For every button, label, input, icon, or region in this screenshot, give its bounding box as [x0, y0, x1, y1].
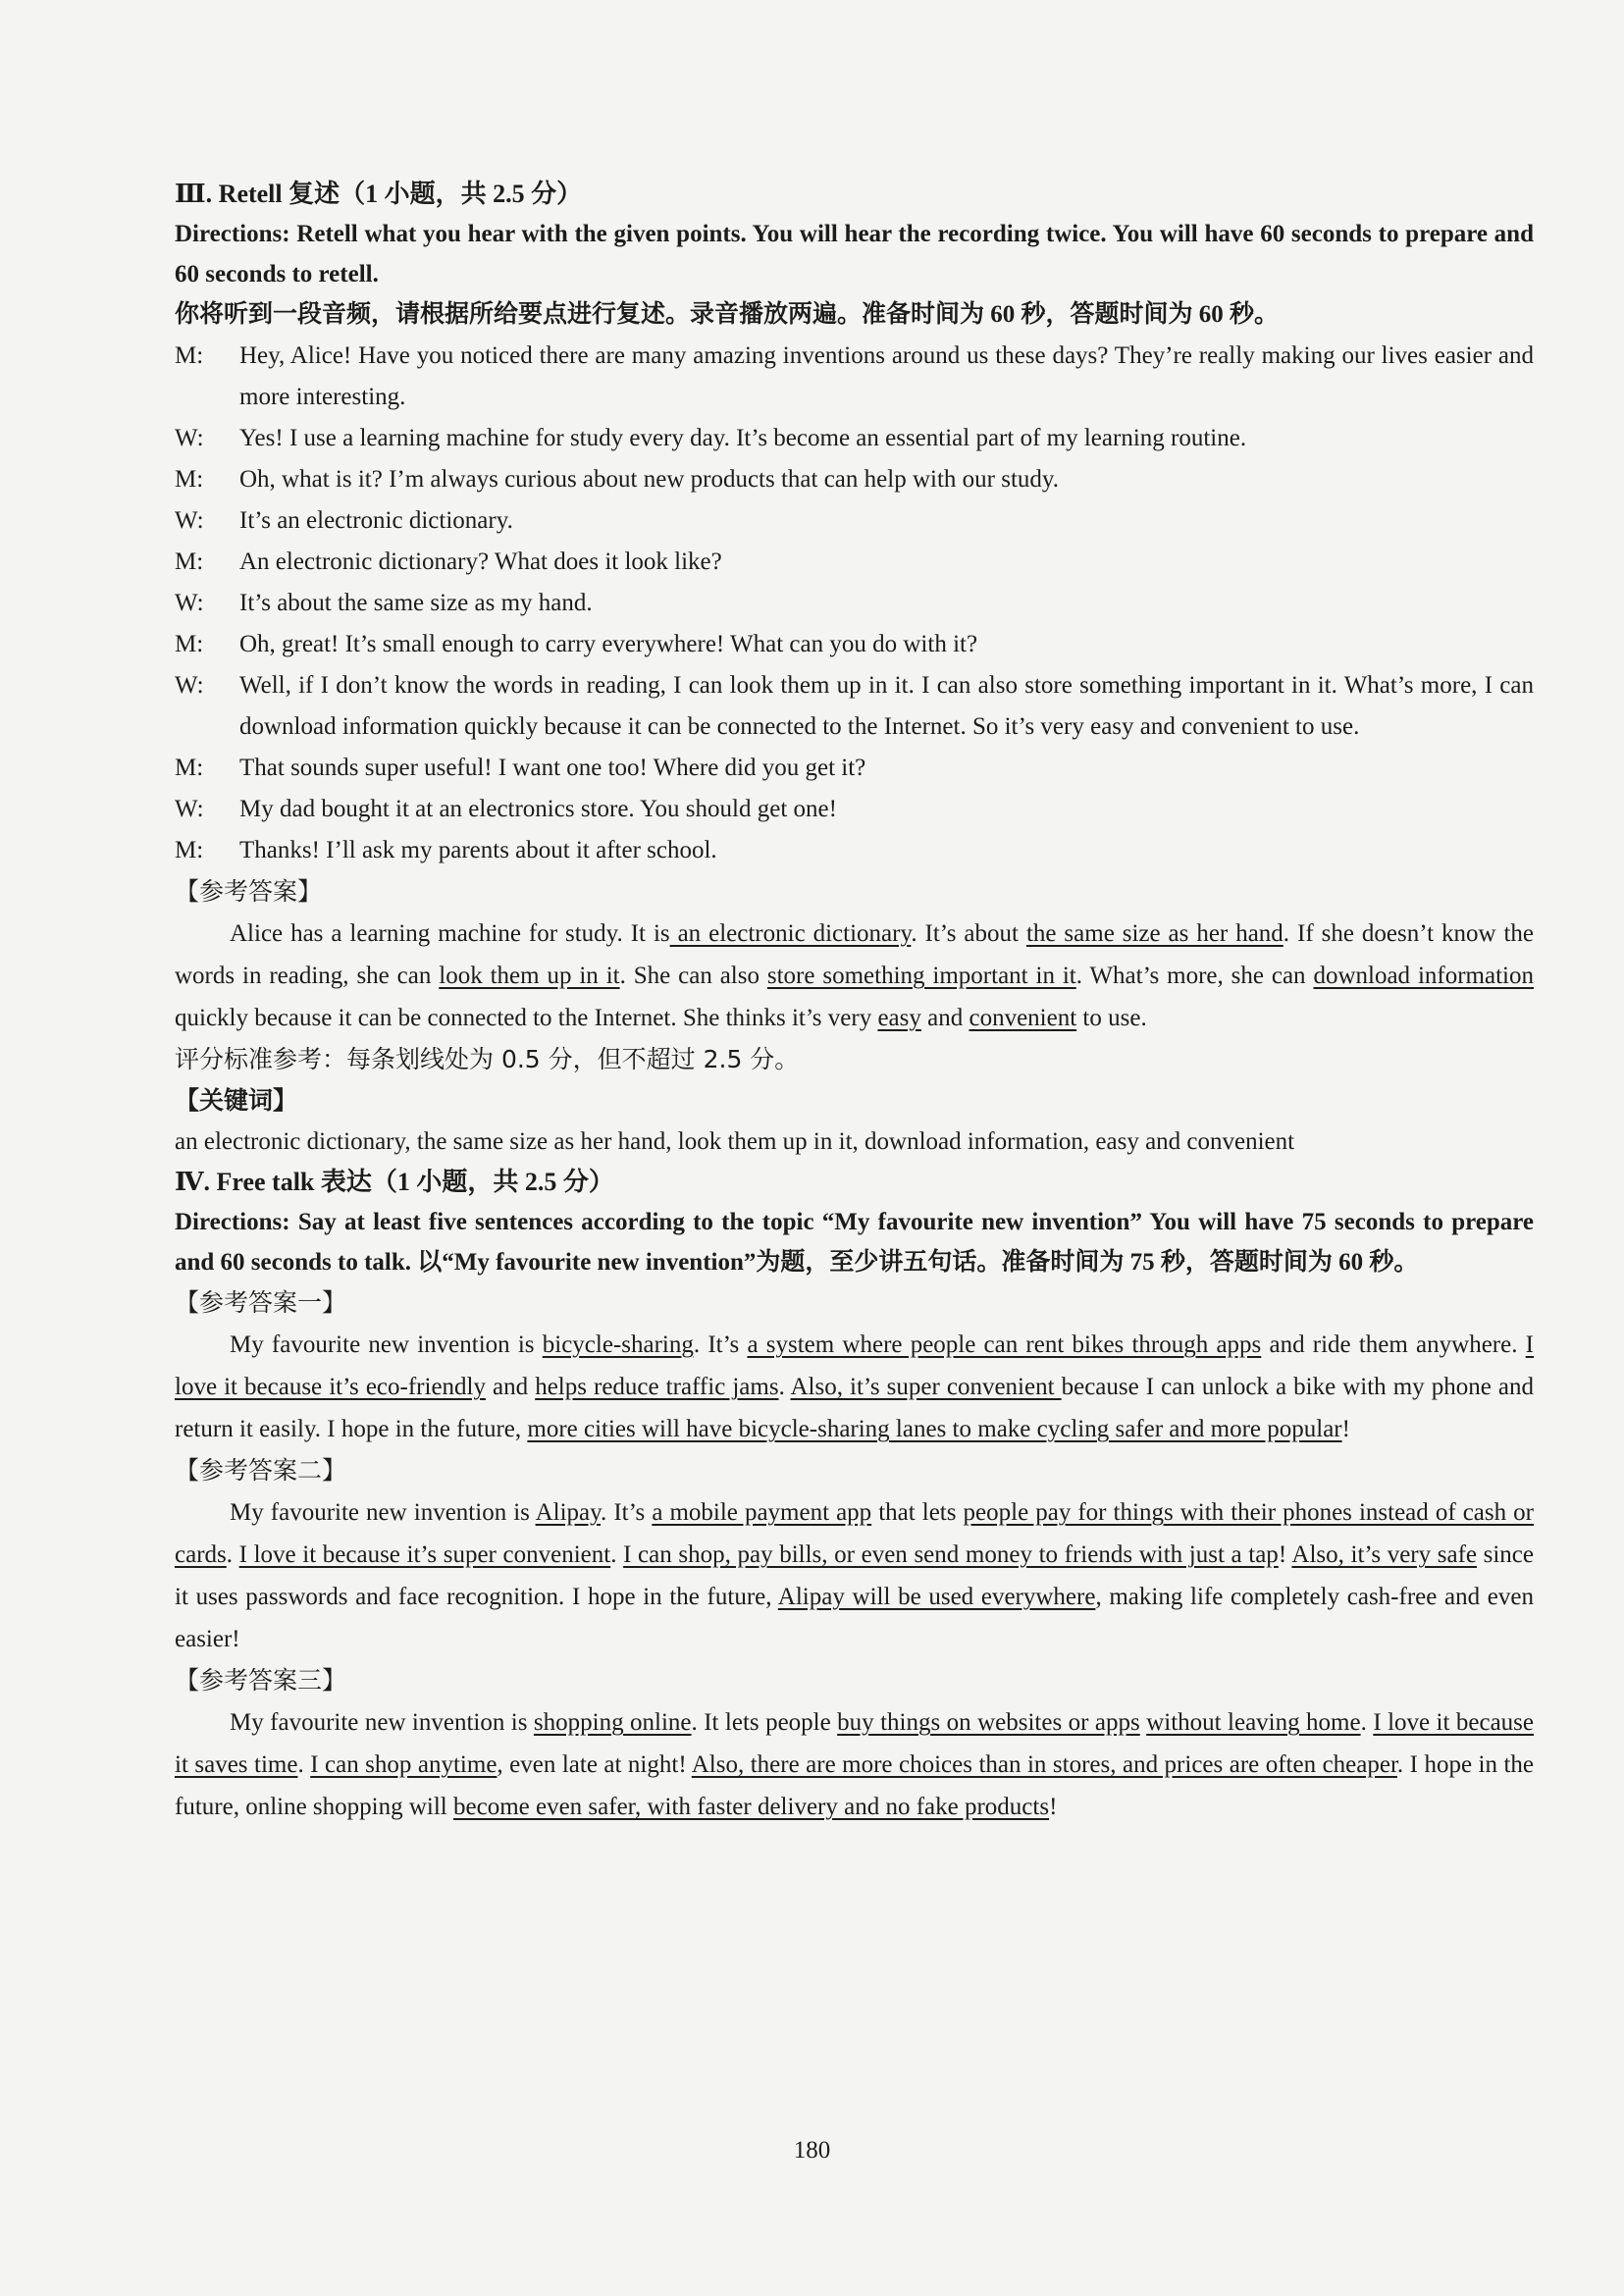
- underlined-point: a system where people can rent bikes through apps: [747, 1331, 1262, 1358]
- answer-text: My favourite new invention is: [230, 1499, 536, 1526]
- utterance: Oh, great! It’s small enough to carry everywhere! What can you do with it?: [239, 631, 978, 657]
- retell-answer: [175, 913, 1534, 1039]
- utterance: It’s about the same size as my hand.: [239, 590, 593, 616]
- utterance: Oh, what is it? I’m always curious about new products that can help with our study.: [239, 466, 1060, 493]
- answer-text: . It’s: [601, 1499, 653, 1526]
- underlined-point: buy things on websites or apps: [837, 1709, 1140, 1736]
- answer-text: !: [1278, 1541, 1292, 1568]
- utterance: Thanks! I’ll ask my parents about it after school.: [239, 837, 717, 863]
- dialogue-line: [175, 418, 1534, 459]
- dialogue-line: [175, 459, 1534, 500]
- underlined-point: Also, there are more choices than in stores, and prices are often cheaper: [691, 1751, 1397, 1778]
- underlined-point: people pay for things with their phones instead of cash or cards: [175, 1499, 1534, 1568]
- dialogue-line: [175, 336, 1534, 418]
- utterance: That sounds super useful! I want one too! Where did you get it?: [239, 755, 866, 781]
- dialogue-line: [175, 748, 1534, 789]
- underlined-point: look them up in it: [439, 963, 620, 989]
- answer-text: , even late at night!: [497, 1751, 692, 1778]
- underlined-point: helps reduce traffic jams: [535, 1374, 779, 1400]
- free-talk-directions: Directions: Say at least five sentences according to the topic “My favourite new invention” You will have 75 seconds to prepare and 60 seconds to talk. 以“My favourite new invention”为题，至少讲五句话。准备时间为 75 秒，答题时间为 60 秒。: [175, 1209, 1534, 1276]
- underlined-point: the same size as her hand: [1025, 920, 1283, 947]
- answer3: [175, 1701, 1534, 1828]
- speaker: W:: [175, 425, 204, 451]
- underlined-point: convenient: [969, 1005, 1077, 1031]
- answer-text: since it uses passwords and face recognition. I hope in the future,: [175, 1541, 1534, 1610]
- utterance: An electronic dictionary? What does it look like?: [239, 548, 722, 575]
- utterance: Well, if I don’t know the words in reading, I can look them up in it. I can also store something important in it. What’s more, I can download information quickly because it can be connected to the Internet. So it’s very easy and convenient to use.: [239, 672, 1534, 740]
- underlined-point: become even safer, with faster delivery and no fake products: [453, 1794, 1050, 1820]
- underlined-point: bicycle-sharing: [542, 1331, 694, 1358]
- answer-text: that lets: [871, 1499, 964, 1526]
- answer-text: because I can unlock a bike with my phone and return it easily. I hope in the future,: [175, 1374, 1534, 1442]
- speaker: M:: [175, 837, 204, 863]
- keywords-label: 【关键词】: [175, 1086, 298, 1115]
- answer-text: . It’s: [693, 1331, 748, 1358]
- answer-text: and ride them anywhere.: [1261, 1331, 1526, 1358]
- speaker: M:: [175, 755, 204, 781]
- dialogue-line: [175, 542, 1534, 583]
- dialogue-line: [175, 665, 1534, 748]
- answer-text: . What’s more, she can: [1075, 963, 1314, 989]
- underlined-point: I can shop anytime: [310, 1751, 498, 1778]
- speaker: M:: [175, 548, 204, 575]
- answer-text: .: [297, 1751, 311, 1778]
- underlined-point: Also, it’s very safe: [1291, 1541, 1477, 1568]
- underlined-point: download information: [1313, 963, 1534, 989]
- underlined-point: I love it because it’s eco-friendly: [175, 1331, 1534, 1400]
- keywords: an electronic dictionary, the same size as her hand, look them up in it, download information, easy and convenient: [175, 1128, 1295, 1155]
- answer-text: . I hope in the future, online shopping will: [175, 1751, 1534, 1820]
- underlined-point: shopping online: [533, 1709, 692, 1736]
- underlined-point: easy: [877, 1005, 921, 1031]
- speaker: W:: [175, 590, 204, 616]
- retell-cn-instruction: 你将听到一段音频，请根据所给要点进行复述。录音播放两遍。准备时间为 60 秒，答题时间为 60 秒。: [175, 301, 1280, 328]
- free-talk-title: Ⅳ. Free talk 表达（1 小题，共 2.5 分）: [175, 1168, 614, 1196]
- underlined-point: Alipay will be used everywhere: [777, 1584, 1096, 1610]
- speaker: W:: [175, 507, 204, 534]
- dialogue-line: [175, 583, 1534, 624]
- page-number: 180: [793, 2137, 831, 2164]
- answer1-label: 【参考答案一】: [175, 1288, 347, 1317]
- answer2-label: 【参考答案二】: [175, 1456, 347, 1485]
- answer-text: . It’s about: [911, 920, 1026, 947]
- speaker: M:: [175, 342, 204, 369]
- utterance: Hey, Alice! Have you noticed there are many amazing inventions around us these days? They’re really making our lives easier and more interesting.: [239, 342, 1534, 410]
- utterance: It’s an electronic dictionary.: [239, 507, 513, 534]
- answer-text: . She can also: [619, 963, 767, 989]
- dialogue-line: [175, 624, 1534, 665]
- retell-title: Ⅲ. Retell 复述（1 小题，共 2.5 分）: [175, 180, 583, 208]
- speaker: M:: [175, 466, 204, 493]
- answer3-label: 【参考答案三】: [175, 1666, 347, 1695]
- retell-answer-label: 【参考答案】: [175, 877, 323, 906]
- page-content: [175, 175, 1534, 1828]
- answer-text: My favourite new invention is: [230, 1331, 543, 1358]
- underlined-point: I love it because it saves time: [175, 1709, 1535, 1778]
- scoring-note: 评分标准参考：每条划线处为 0.5 分，但不超过 2.5 分。: [175, 1045, 800, 1073]
- answer-text: Alice has a learning machine for study. It is: [230, 920, 670, 947]
- answer-text: to use.: [1076, 1005, 1147, 1031]
- underlined-point: Also, it’s super convenient: [790, 1374, 1062, 1400]
- answer1: [175, 1324, 1534, 1450]
- answer-text: . It lets people: [691, 1709, 838, 1736]
- answer-text: .: [226, 1541, 239, 1568]
- answer-text: !: [1341, 1416, 1350, 1442]
- underlined-point: more cities will have bicycle-sharing lanes to make cycling safer and more popular: [527, 1416, 1342, 1442]
- answer-text: and: [485, 1374, 536, 1400]
- utterance: Yes! I use a learning machine for study every day. It’s become an essential part of my learning routine.: [239, 425, 1247, 451]
- dialogue: [175, 336, 1534, 871]
- speaker: W:: [175, 796, 204, 822]
- utterance: My dad bought it at an electronics store. You should get one!: [239, 796, 837, 822]
- underlined-point: I love it because it’s super convenient: [238, 1541, 611, 1568]
- answer-text: and: [920, 1005, 969, 1031]
- answer2: [175, 1491, 1534, 1660]
- dialogue-line: [175, 500, 1534, 542]
- underlined-point: a mobile payment app: [652, 1499, 872, 1526]
- underlined-point: without leaving home: [1146, 1709, 1361, 1736]
- underlined-point: I can shop, pay bills, or even send money to friends with just a tap: [623, 1541, 1279, 1568]
- answer-text: . If she doesn’t know the words in reading, she can: [175, 920, 1534, 989]
- answer-text: .: [1360, 1709, 1374, 1736]
- retell-directions: Directions: Retell what you hear with the given points. You will hear the recording twice. You will have 60 seconds to prepare and 60 seconds to retell.: [175, 221, 1534, 287]
- speaker: W:: [175, 672, 204, 699]
- answer-text: quickly because it can be connected to the Internet. She thinks it’s very: [175, 1005, 878, 1031]
- answer-text: My favourite new invention is: [230, 1709, 534, 1736]
- underlined-point: store something important in it: [766, 963, 1076, 989]
- underlined-point: Alipay: [535, 1499, 602, 1526]
- answer-text: , making life completely cash-free and even easier!: [175, 1584, 1534, 1652]
- answer-text: .: [610, 1541, 624, 1568]
- underlined-point: an electronic dictionary: [669, 920, 912, 947]
- dialogue-line: [175, 830, 1534, 871]
- speaker: M:: [175, 631, 204, 657]
- dialogue-line: [175, 789, 1534, 830]
- answer-text: .: [778, 1374, 791, 1400]
- answer-text: !: [1049, 1794, 1058, 1820]
